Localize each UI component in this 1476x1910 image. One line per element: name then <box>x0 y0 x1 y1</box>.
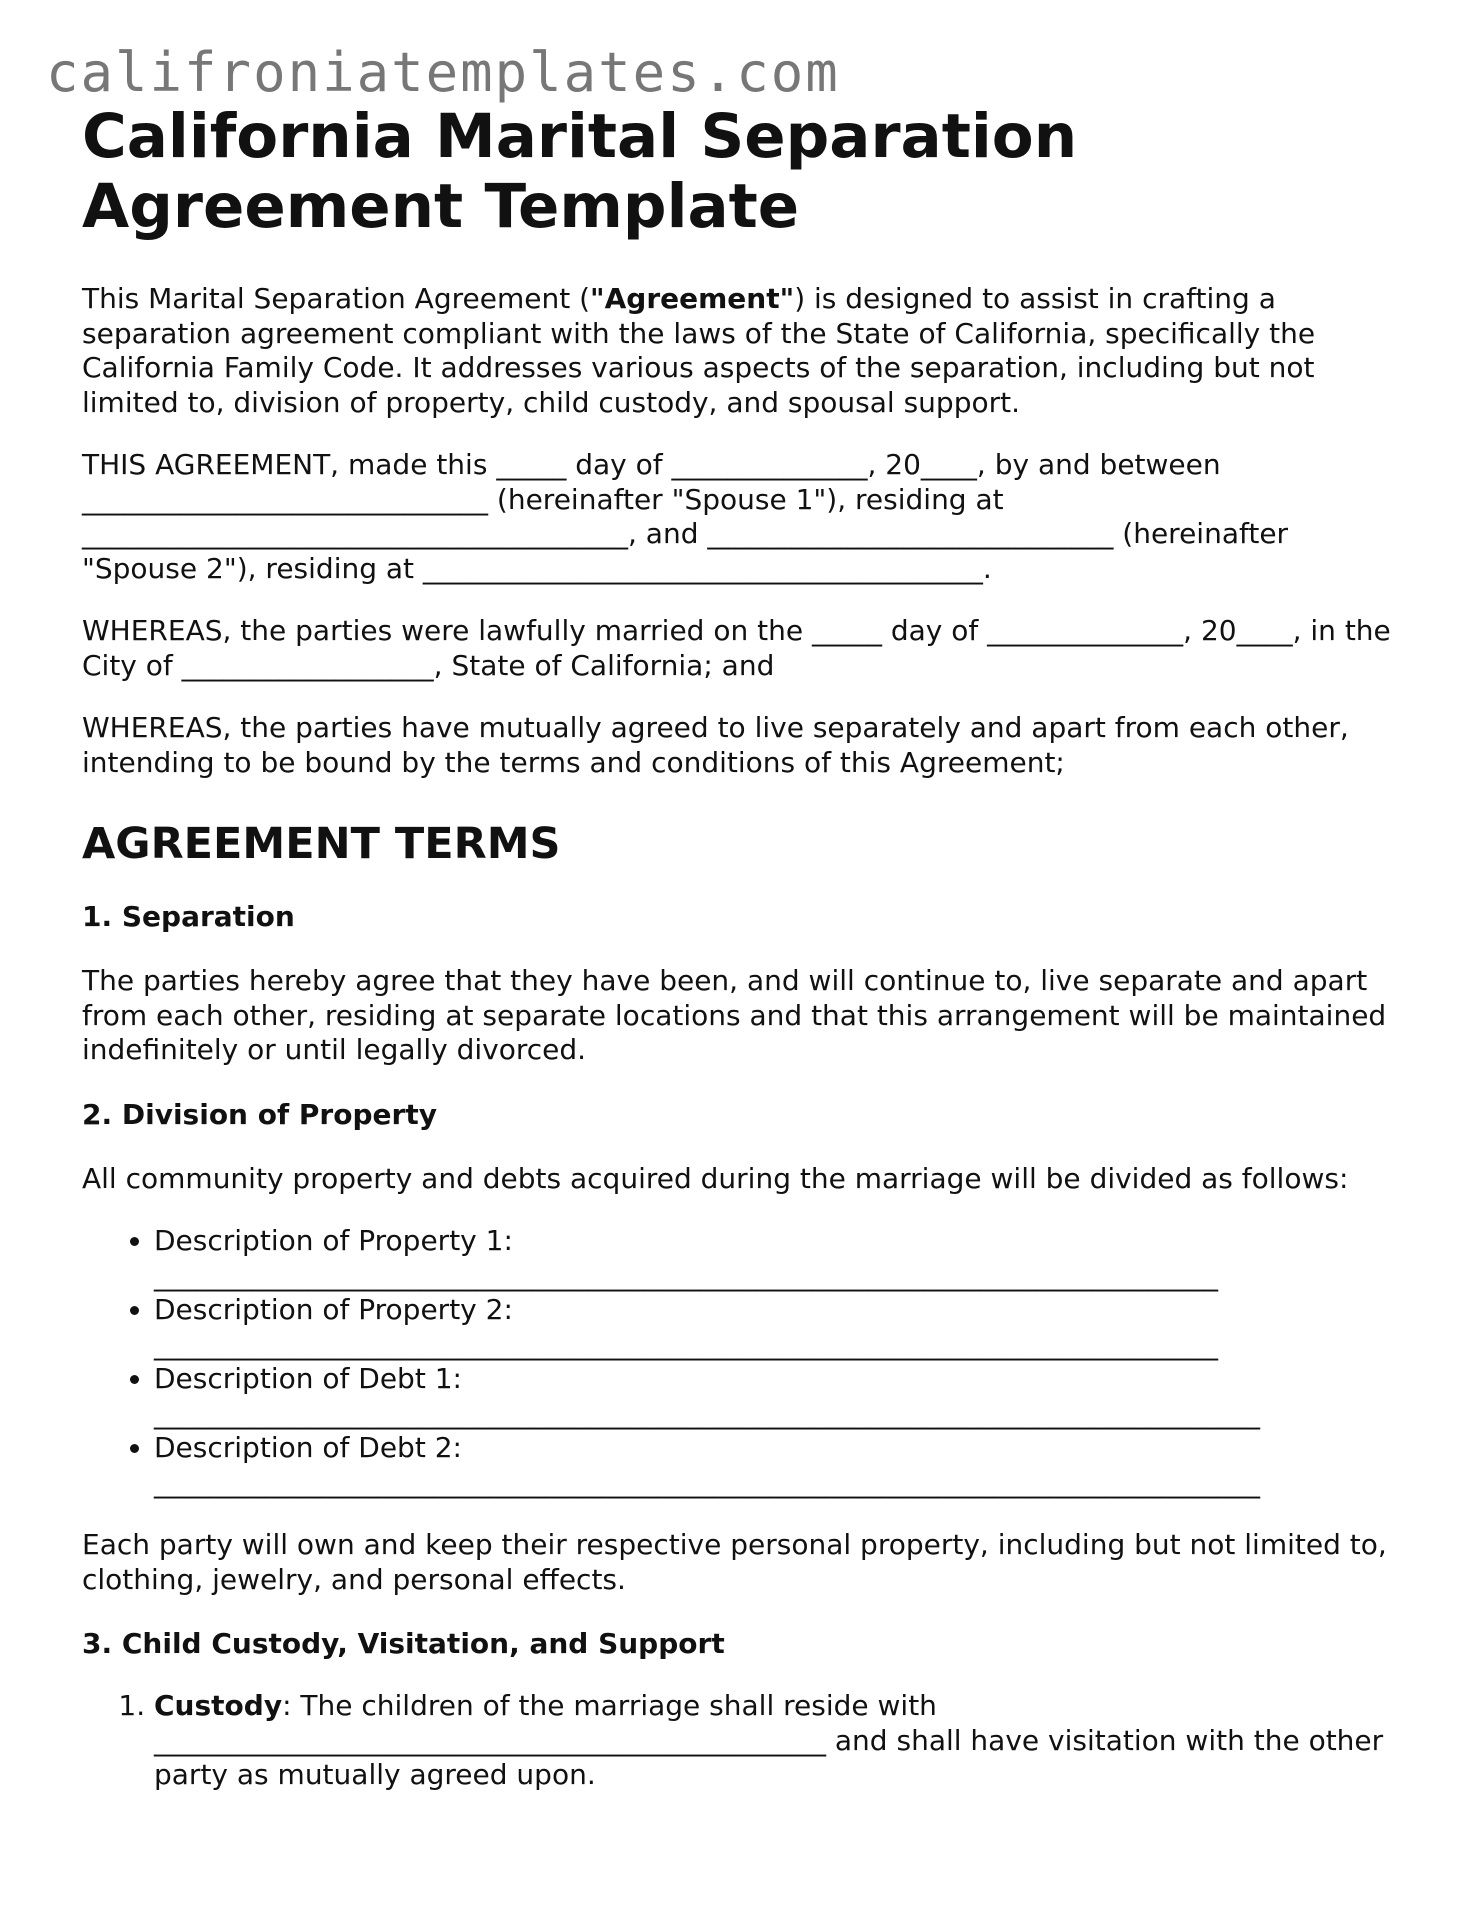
whereas-separate-paragraph: WHEREAS, the parties have mutually agreed to live separately and apart from each other, intending to be bound by the terms and conditions of this Agreement; <box>82 711 1349 779</box>
list-item <box>154 1293 1402 1362</box>
list-item <box>154 1431 1402 1500</box>
property-1-blank: ____________________________________________________________________________ <box>154 1258 1218 1292</box>
property-1-label: • Description of Property 1: <box>154 1224 513 1257</box>
section-custody-heading: 3. Child Custody, Visitation, and Support <box>82 1627 725 1660</box>
property-list <box>82 1224 1402 1500</box>
section-property-closing: Each party will own and keep their respective personal property, including but not limited to, clothing, jewelry, and personal effects. <box>82 1528 1387 1596</box>
list-item <box>154 1689 1402 1793</box>
property-2-blank: ____________________________________________________________________________ <box>154 1327 1218 1361</box>
intro-after: ) is designed to assist in crafting a separation agreement compliant with the laws of the State of California, specifically the California Family Code. It addresses various aspects of the separation, including but not limited to, division of property, child custody, and spousal support. <box>82 282 1316 419</box>
watermark: califroniatemplates.com <box>46 41 840 104</box>
list-item <box>154 1224 1402 1293</box>
debt-2-label: • Description of Debt 2: <box>154 1431 462 1464</box>
property-2-label: • Description of Property 2: <box>154 1293 513 1326</box>
debt-1-label: • Description of Debt 1: <box>154 1362 462 1395</box>
debt-1-blank: _______________________________________________________________________________ <box>154 1396 1260 1430</box>
document-page <box>82 102 1402 1793</box>
section-separation-heading: 1. Separation <box>82 900 295 933</box>
section-property-heading: 2. Division of Property <box>82 1097 437 1131</box>
whereas-married-paragraph: WHEREAS, the parties were lawfully married on the _____ day of ______________, 20____, in the City of __________________, State of California; and <box>82 614 1391 682</box>
agreement-paragraph: THIS AGREEMENT, made this _____ day of ______________, 20____, by and between _____________________________ (hereinafter "Spouse 1"), residing at _______________________________________, and _____________________________ (hereinafter "Spouse 2"), residing at ________________________________________. <box>82 448 1289 585</box>
agreement-terms-heading: AGREEMENT TERMS <box>82 819 561 869</box>
intro-paragraph <box>82 282 1402 420</box>
section-property-body: All community property and debts acquired during the marriage will be divided as follows: <box>82 1161 1349 1195</box>
custody-list <box>82 1689 1402 1793</box>
document-title: California Marital Separation Agreement Template <box>82 101 1078 242</box>
debt-2-blank: _______________________________________________________________________________ <box>154 1465 1260 1499</box>
list-item <box>154 1362 1402 1431</box>
custody-text: : The children of the marriage shall reside with ________________________________________________ and shall have visitation with the other party as mutually agreed upon. <box>154 1689 1384 1791</box>
custody-term: Custody <box>154 1689 283 1722</box>
intro-before: This Marital Separation Agreement ( <box>82 282 591 315</box>
intro-bold-term: "Agreement" <box>590 282 795 315</box>
section-separation-body: The parties hereby agree that they have been, and will continue to, live separate and apart from each other, residing at separate locations and that this arrangement will be maintained indefinitely or until legally divorced. <box>82 964 1387 1066</box>
